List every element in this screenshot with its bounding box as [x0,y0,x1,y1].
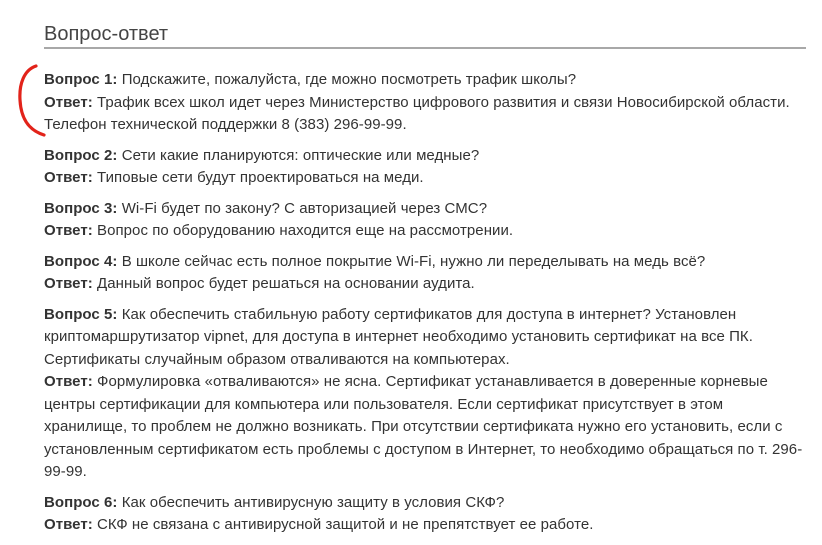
qa-list [44,69,806,537]
qa-item-4 [44,251,806,296]
question-4 [44,251,806,274]
answer-text: Типовые сети будут проектироваться на меди. [97,169,424,186]
question-text: Подскажите, пожалуйста, где можно посмотреть трафик школы? [121,71,577,88]
red-bracket-stroke [20,66,44,135]
question-label: Вопрос 6: [44,493,118,511]
question-text: Wi-Fi будет по закону? С авторизацией через СМС? [121,199,488,217]
answer-label: Ответ: [44,93,93,111]
answer-label: Ответ: [44,373,93,390]
answer-label: Ответ: [44,169,93,186]
question-label: Вопрос 2: [44,146,118,164]
question-text: В школе сейчас есть полное покрытие Wi-Fi, нужно ли переделывать на медь всё? [121,252,706,270]
answer-6 [44,514,806,537]
faq-page [44,0,806,545]
question-label: Вопрос 1: [44,71,118,88]
answer-4 [44,273,806,296]
answer-text: СКФ не связана с антивирусной защитой и не препятствует ее работе. [97,516,594,533]
answer-label: Ответ: [44,516,93,533]
question-3 [44,198,806,221]
answer-text: Трафик всех школ идет через Министерство цифрового развития и связи Новосибирской области. Телефон технической поддержки 8 (383) 296-99-99. [44,93,790,133]
answer-2 [44,167,806,190]
answer-label: Ответ: [44,222,93,239]
title-divider [44,47,806,49]
answer-text: Данный вопрос будет решаться на основании аудита. [97,275,475,292]
question-5 [44,304,806,372]
question-text: Как обеспечить стабильную работу сертификатов для доступа в интернет? Установлен криптомаршрутизатор vipnet, для доступа в интернет необходимо установить сертификат на все ПК. Сертификаты случайным образом отваливаются на компьютерах. [44,305,753,368]
question-label: Вопрос 5: [44,305,118,323]
page-title: Вопрос-ответ [44,23,169,45]
question-label: Вопрос 3: [44,199,118,217]
answer-label: Ответ: [44,275,93,292]
question-text: Сети какие планируются: оптические или медные? [121,146,480,164]
answer-1 [44,92,806,137]
qa-item-1 [44,69,806,137]
answer-text: Вопрос по оборудованию находится еще на рассмотрении. [97,222,514,239]
question-6 [44,492,806,515]
question-2 [44,145,806,168]
qa-item-2 [44,145,806,190]
answer-3 [44,220,806,243]
qa-item-3 [44,198,806,243]
question-1 [44,69,806,92]
qa-item-6 [44,492,806,537]
question-label: Вопрос 4: [44,252,118,270]
answer-5 [44,371,806,484]
answer-text: Формулировка «отваливаются» не ясна. Сертификат устанавливается в доверенные корневые центры сертификации для компьютера или пользователя. Если сертификат присутствует в этом хранилище, то проблем не должно возникать. При отсутствии сертификата нужно его установить, если с установленным сертификатом есть проблемы с доступом в Интернет, то необходимо обращаться по т. 296-99-99. [44,373,803,480]
question-text: Как обеспечить антивирусную защиту в условия СКФ? [121,493,505,511]
qa-item-5 [44,304,806,484]
